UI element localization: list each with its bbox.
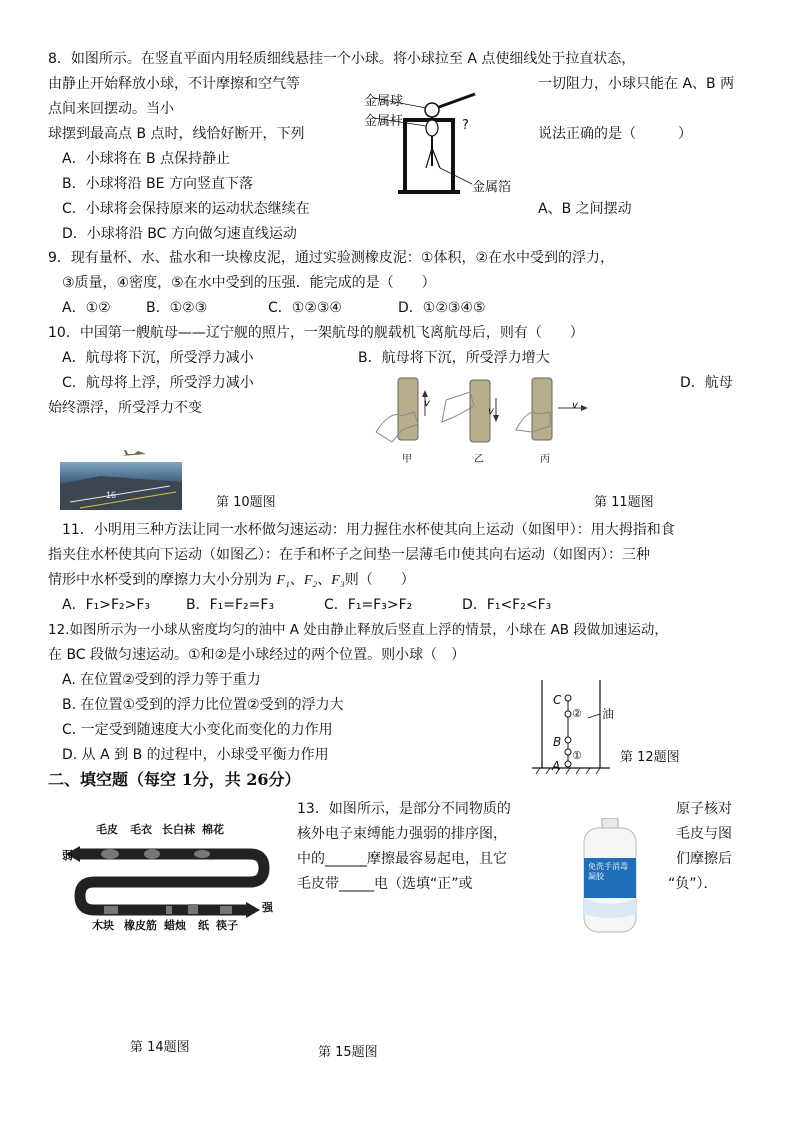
fig11-v-yi: v xyxy=(488,406,494,417)
q13-line2b: 毛皮与图 xyxy=(676,826,732,842)
q13-line4b: “负”）． xyxy=(668,876,718,892)
q11-line3-end: 则（ ） xyxy=(344,572,415,588)
q8-option-d: D．小球将沿 BC 方向做匀速直线运动 xyxy=(62,226,297,242)
q8-line2b: 一切阻力，小球只能在 A、B 两 xyxy=(538,76,735,92)
q11-option-d: D．F₁<F₂<F₃ xyxy=(462,597,552,613)
q10-option-a: A．航母将下沉，所受浮力减小 xyxy=(62,350,254,366)
strong-label: 强 xyxy=(262,901,273,914)
q9-line2: ③质量，④密度，⑤在水中受到的压强．能完成的是（ ） xyxy=(62,275,436,291)
carrier-photo xyxy=(60,462,182,510)
fig11-v-jia: v xyxy=(424,398,430,409)
q12-option-b: B. 在位置①受到的浮力比位置②受到的浮力大 xyxy=(62,697,344,713)
caption-fig14: 第 14题图 xyxy=(130,1040,190,1055)
material-series-figure xyxy=(60,836,282,920)
q8-option-c-cont: A、B 之间摆动 xyxy=(538,201,632,217)
material-fur: 毛皮 xyxy=(96,823,118,836)
q12-option-d: D. 从 A 到 B 的过程中，小球受平衡力作用 xyxy=(62,747,329,763)
material-white-sock: 长白袜 xyxy=(162,823,195,836)
material-paper: 纸 xyxy=(198,919,209,932)
q11-line2: 指夹住水杯使其向下运动（如图乙）：在手和杯子之间垫一层薄毛巾使其向右运动（如图丙）：三种 xyxy=(48,547,650,563)
q12-option-c: C. 一定受到随速度大小变化而变化的力作用 xyxy=(62,722,333,738)
svg-text:16: 16 xyxy=(106,490,117,500)
fig11-v-bing: v xyxy=(572,400,578,411)
q13-line2a: 核外电子束缚能力强弱的排序图， xyxy=(297,826,507,842)
caption-fig10: 第 10题图 xyxy=(216,495,276,510)
q11-f1: F₁ xyxy=(276,573,290,588)
q9-option-a: A．①② xyxy=(62,300,111,316)
q11-option-c: C．F₁=F₃>F₂ xyxy=(324,597,413,613)
q10-option-d: D．航母 xyxy=(680,375,733,391)
section-2-heading: 二、填空题（每空 1分，共 26分） xyxy=(48,770,301,789)
material-cotton: 棉花 xyxy=(202,823,224,836)
material-rubber-band: 橡皮筋 xyxy=(124,919,157,932)
q8-line4b: 说法正确的是（ ） xyxy=(538,126,692,142)
q8-line4a: 球摆到最高点 B 点时，线恰好断开，下列 xyxy=(48,126,305,142)
q11-line1: 11．小明用三种方法让同一水杯做匀速运动：用力握住水杯使其向上运动（如图甲）：用大拇指和食 xyxy=(62,522,675,538)
q11-line3-text: 情形中水杯受到的摩擦力大小分别为 xyxy=(48,572,277,588)
q13-line1b: 原子核对 xyxy=(676,801,732,817)
q10-line1: 10．中国第一艘航母——辽宁舰的照片，一架航母的舰载机飞离航母后，则有（ ） xyxy=(48,325,584,341)
material-sweater: 毛衣 xyxy=(130,823,152,836)
caption-fig15: 第 15题图 xyxy=(318,1045,378,1060)
fig11-label-yi: 乙 xyxy=(474,454,484,465)
point-b-label: B xyxy=(553,735,562,749)
fig11-label-bing: 丙 xyxy=(540,454,550,465)
caption-fig11: 第 11题图 xyxy=(594,495,654,510)
fig11-label-jia: 甲 xyxy=(402,454,412,465)
q11-option-b: B．F₁=F₂=F₃ xyxy=(186,597,275,613)
q8-option-a: A．小球将在 B 点保持静止 xyxy=(62,151,231,167)
aircraft-icon xyxy=(118,448,148,462)
label-metal-foil: 金属箔 xyxy=(472,180,512,195)
label-metal-rod: 金属杆 xyxy=(364,114,404,129)
q8-line1: 8．如图所示。在竖直平面内用轻质细线悬挂一个小球。将小球拉至 A 点使细线处于拉直状态， xyxy=(48,51,636,67)
weak-label: 弱 xyxy=(62,849,73,862)
position-2-label: ② xyxy=(572,707,582,720)
q8-line2a: 由静止开始释放小球，不计摩擦和空气等 xyxy=(48,76,300,92)
q8-line3: 点间来回摆动。当小 xyxy=(48,101,174,117)
q10-option-b: B．航母将下沉，所受浮力增大 xyxy=(358,350,550,366)
material-candle: 蜡烛 xyxy=(164,919,186,932)
q12-line2: 在 BC 段做匀速运动。①和②是小球经过的两个位置。则小球（ ） xyxy=(48,647,466,663)
material-wood: 木块 xyxy=(92,919,114,932)
material-chopsticks: 筷子 xyxy=(216,919,238,932)
q11-sep-1: 、 xyxy=(289,572,304,588)
q9-line1: 9．现有量杯、水、盐水和一块橡皮泥，通过实验测橡皮泥：①体积，②在水中受到的浮力， xyxy=(48,250,615,266)
q8-option-b: B．小球将沿 BE 方向竖直下落 xyxy=(62,176,253,192)
q11-f3: F₃ xyxy=(331,573,345,588)
q11-sep-2: 、 xyxy=(317,572,332,588)
position-1-label: ① xyxy=(572,749,582,762)
q13-line1a: 13．如图所示，是部分不同物质的 xyxy=(297,801,511,817)
q12-option-a: A. 在位置②受到的浮力等于重力 xyxy=(62,672,261,688)
q11-option-a: A．F₁>F₂>F₃ xyxy=(62,597,151,613)
point-a-label: A xyxy=(552,759,561,773)
q8-option-c: C．小球将会保持原来的运动状态继续在 xyxy=(62,201,310,217)
q9-option-d: D．①②③④⑤ xyxy=(398,300,486,316)
q13-line3a: 中的______摩擦最容易起电，且它 xyxy=(297,851,507,867)
q10-option-c: C．航母将上浮，所受浮力减小 xyxy=(62,375,254,391)
q12-line1: 12.如图所示为一小球从密度均匀的油中 A 处由静止释放后竖直上浮的情景，小球在 AB 段做加速运动， xyxy=(48,622,668,638)
label-question-mark: ? xyxy=(462,118,469,133)
caption-fig12: 第 12题图 xyxy=(620,750,680,765)
oil-label: 油 xyxy=(602,707,615,721)
q9-option-b: B．①②③ xyxy=(146,300,208,316)
point-c-label: C xyxy=(553,693,562,707)
bottle-label: 免洗手消毒凝胶 xyxy=(588,862,628,881)
q10-option-d-cont: 始终漂浮，所受浮力不变 xyxy=(48,400,202,416)
label-metal-ball: 金属球 xyxy=(364,94,404,109)
q13-line4a: 毛皮带_____电（选填“正”或 xyxy=(297,876,473,892)
q11-f2: F₂ xyxy=(303,573,318,588)
q9-option-c: C．①②③④ xyxy=(268,300,342,316)
q13-line3b: 们摩擦后 xyxy=(676,851,732,867)
q11-line3 xyxy=(48,570,415,591)
